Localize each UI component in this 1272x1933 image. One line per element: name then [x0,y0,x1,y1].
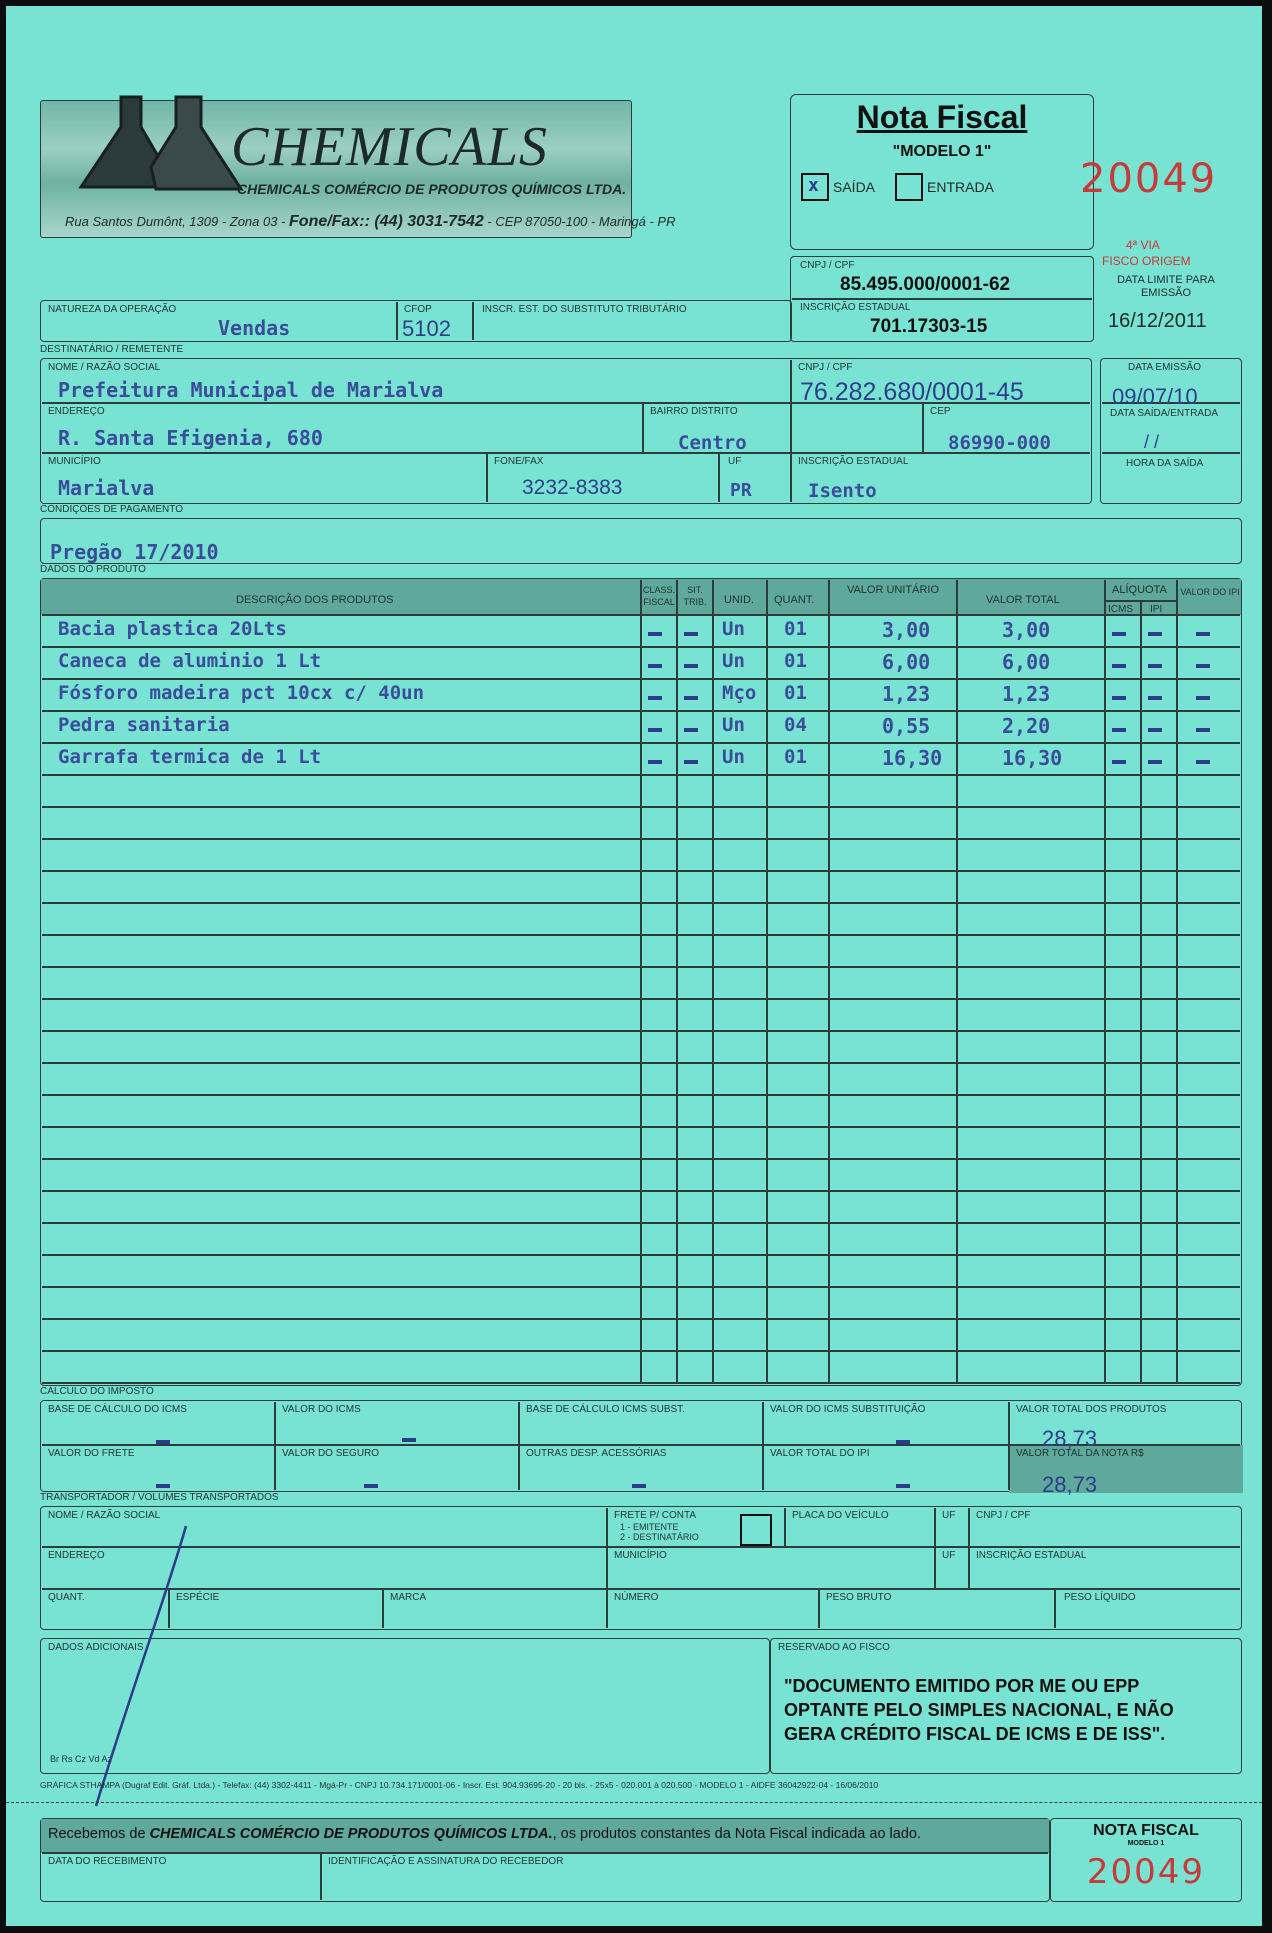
header-unid: UNID. [724,594,754,606]
nf-via: 4ª VIA [1126,238,1160,252]
stub-divider [6,1802,1262,1803]
empty-cell-dash [1196,632,1210,636]
empty-cell-dash [684,760,698,764]
products-section-label: DADOS DO PRODUTO [40,564,146,575]
fisco-text-1: "DOCUMENTO EMITIDO POR ME OU EPP [784,1676,1140,1696]
product-vtotal: 16,30 [1002,746,1063,770]
address-street: Rua Santos Dumônt, 1309 - Zona 03 - [65,214,290,229]
tax-dash [896,1484,910,1488]
header-icms: ICMS [1108,604,1133,615]
tax-valor-st-label: VALOR DO ICMS SUBSTITUIÇÃO [770,1404,926,1415]
tax-total-prod-label: VALOR TOTAL DOS PRODUTOS [1016,1404,1167,1415]
transport-nome-label: NOME / RAZÃO SOCIAL [48,1510,161,1521]
dest-saida-ent: / / [1144,432,1160,452]
tax-base-st-label: BASE DE CÁLCULO ICMS SUBST. [526,1404,685,1415]
product-vunit: 3,00 [882,618,931,642]
dest-nome-label: NOME / RAZÃO SOCIAL [48,362,161,373]
receipt-text-a: Recebemos de [48,1826,150,1842]
dest-hora-label: HORA DA SAÍDA [1126,458,1204,469]
product-quant: 01 [784,746,807,768]
empty-cell-dash [1196,728,1210,732]
fisco-text-3: GERA CRÉDITO FISCAL DE ICMS E DE ISS". [784,1724,1166,1744]
tax-dash [402,1438,416,1442]
natureza-label: NATUREZA DA OPERAÇÃO [48,304,177,315]
receipt-ident-label: IDENTIFICAÇÃO E ASSINATURA DO RECEBEDOR [328,1856,564,1867]
table-row-line [42,966,1240,968]
transport-endereco-label: ENDEREÇO [48,1550,105,1561]
nf-ie: 701.17303-15 [870,316,988,337]
dest-uf-label: UF [728,456,742,467]
address-phone: Fone/Fax:: (44) 3031-7542 [289,213,484,230]
table-row-line [42,1254,1240,1256]
payment-label: CONDIÇÕES DE PAGAMENTO [40,504,183,515]
receipt-nf-model: MODELO 1 [1127,1840,1165,1847]
tax-total-nota-label: VALOR TOTAL DA NOTA R$ [1016,1448,1144,1459]
header-class: CLASS. FISCAL [642,585,675,607]
transport-frete-2: 2 - DESTINATÁRIO [620,1532,699,1542]
empty-cell-dash [1148,632,1162,636]
dest-emissao-label: DATA EMISSÃO [1128,362,1201,373]
dest-bairro: Centro [678,432,747,454]
table-row-line [42,902,1240,904]
dates-box [1100,358,1242,504]
transport-especie-label: ESPÉCIE [176,1592,220,1603]
company-subtitle: CHEMICALS COMÉRCIO DE PRODUTOS QUÍMICOS LTDA. [237,181,627,197]
table-row-line [42,742,1240,744]
receipt-text-c: , os produtos constantes da Nota Fiscal indicada ao lado. [552,1826,921,1842]
empty-cell-dash [1196,664,1210,668]
tax-dash [156,1484,170,1488]
empty-cell-dash [1148,664,1162,668]
empty-cell-dash [1196,760,1210,764]
header-vipi: VALOR DO IPI [1180,587,1240,597]
natureza-value: Vendas [218,316,291,340]
receipt-text [48,1826,921,1842]
product-vtotal: 3,00 [1002,618,1051,642]
table-row-line [42,1222,1240,1224]
header-aliquota: ALÍQUOTA [1112,584,1167,596]
table-row-line [42,1126,1240,1128]
empty-cell-dash [684,728,698,732]
table-row-line [42,1350,1240,1352]
transport-municipio-label: MUNICÍPIO [614,1550,667,1561]
tax-seguro-label: VALOR DO SEGURO [282,1448,380,1459]
empty-cell-dash [648,728,662,732]
table-row-line [42,1382,1240,1384]
nf-fisco: FISCO ORIGEM [1102,254,1191,268]
tax-dash [632,1484,646,1488]
address-cep: - CEP 87050-100 - Maringá - PR [483,214,676,229]
tax-total-nota: 28,73 [1042,1472,1098,1497]
empty-cell-dash [648,760,662,764]
empty-cell-dash [1148,696,1162,700]
additional-colors: Br Rs Cz Vd Az [50,1754,113,1764]
tax-section-label: CÁLCULO DO IMPOSTO [40,1386,154,1397]
insc-st-label: INSCR. EST. DO SUBSTITUTO TRIBUTÁRIO [482,304,687,315]
product-desc: Garrafa termica de 1 Lt [58,746,322,768]
dest-ie-label: INSCRIÇÃO ESTADUAL [798,456,909,467]
receipt-company: CHEMICALS COMÉRCIO DE PRODUTOS QUÍMICOS LTDA. [149,1826,553,1842]
nf-cnpj-label: CNPJ / CPF [800,260,855,271]
table-row-line [42,806,1240,808]
table-row-line [42,1318,1240,1320]
tax-dash [364,1484,378,1488]
product-vunit: 6,00 [882,650,931,674]
header-ipi: IPI [1150,604,1163,615]
empty-cell-dash [1112,728,1126,732]
tax-total-prod: 28,73 [1042,1426,1098,1451]
empty-cell-dash [648,664,662,668]
limit-date: 16/12/2011 [1108,310,1207,332]
empty-cell-dash [684,664,698,668]
table-row-line [42,678,1240,680]
nf-ie-label: INSCRIÇÃO ESTADUAL [800,302,911,313]
saida-label: SAÍDA [833,179,876,195]
entrada-checkbox[interactable] [895,173,923,201]
tax-ipi-label: VALOR TOTAL DO IPI [770,1448,870,1459]
product-desc: Fósforo madeira pct 10cx c/ 40un [58,682,425,704]
header-quant: QUANT. [774,594,815,606]
invoice-page [6,6,1262,1926]
cfop-value: 5102 [402,316,451,341]
nf-title-box [790,94,1094,250]
company-address [65,213,675,231]
table-row-line [42,1030,1240,1032]
empty-cell-dash [1112,632,1126,636]
dest-endereco: R. Santa Efigenia, 680 [58,426,323,450]
empty-cell-dash [1112,664,1126,668]
transport-peso-liquido-label: PESO LÍQUIDO [1064,1592,1136,1603]
dest-uf: PR [730,480,752,501]
transport-cnpj-label: CNPJ / CPF [976,1510,1031,1521]
dest-ie: Isento [808,480,877,502]
tax-outras-label: OUTRAS DESP. ACESSÓRIAS [526,1448,667,1459]
table-row-line [42,838,1240,840]
transport-frete-label: FRETE P/ CONTA [614,1510,697,1521]
saida-checkbox[interactable] [801,173,829,201]
product-quant: 01 [784,618,807,640]
additional-label: DADOS ADICIONAIS [48,1642,144,1653]
table-row-line [42,646,1240,648]
transport-ie-label: INSCRIÇÃO ESTADUAL [976,1550,1087,1561]
table-row-line [42,870,1240,872]
transport-quant-label: QUANT. [48,1592,85,1603]
printer-footer: GRÁFICA STHAMPA (Dugraf Edit. Gráf. Ltda.) - Telefax: (44) 3302-4411 - Mgá-Pr - CNPJ 10.734.171/0001-06 - Inscr. Est. 904.93695-20 - 20 bls. - 25x5 - 020.001 à 020.500 - MODELO 1 - AIDFE 36042922-04 - 16/06/2010 [40,1780,879,1790]
product-vunit: 1,23 [882,682,931,706]
product-quant: 01 [784,650,807,672]
dest-bairro-label: BAIRRO DISTRITO [650,406,738,417]
dest-cep: 86990-000 [948,432,1051,454]
dest-municipio: Marialva [58,476,155,500]
header-desc: DESCRIÇÃO DOS PRODUTOS [236,594,394,606]
empty-cell-dash [1196,696,1210,700]
table-row-line [42,1094,1240,1096]
product-unid: Un [722,746,745,768]
dest-endereco-label: ENDEREÇO [48,406,105,417]
receipt-nf-number: 20049 [1086,1852,1206,1892]
table-row-line [42,1062,1240,1064]
company-logo-text: CHEMICALS [231,116,548,178]
nf-number: 20049 [1080,156,1218,202]
signature-stroke [76,1516,196,1816]
table-row-line [42,1286,1240,1288]
empty-cell-dash [648,696,662,700]
dest-fone: 3232-8383 [522,476,623,499]
dest-emissao: 09/07/10 [1112,384,1198,409]
payment-box [40,518,1242,564]
entrada-label: ENTRADA [927,179,994,195]
table-row-line [42,710,1240,712]
product-unid: Un [722,650,745,672]
empty-cell-dash [1148,760,1162,764]
dest-cnpj-label: CNPJ / CPF [798,362,853,373]
empty-cell-dash [1112,696,1126,700]
dest-cep-label: CEP [930,406,951,417]
product-vunit: 16,30 [882,746,943,770]
transport-peso-bruto-label: PESO BRUTO [826,1592,892,1603]
flask-logo [61,97,251,197]
tax-base-icms-label: BASE DE CÁLCULO DO ICMS [48,1404,187,1415]
empty-cell-dash [648,632,662,636]
dest-section-label: DESTINATÁRIO / REMETENTE [40,344,184,355]
transport-uf2-label: UF [942,1550,956,1561]
transport-section-label: TRANSPORTADOR / VOLUMES TRANSPORTADOS [40,1492,279,1503]
product-vtotal: 6,00 [1002,650,1051,674]
transport-placa-label: PLACA DO VEÍCULO [792,1510,889,1521]
empty-cell-dash [684,632,698,636]
payment-value: Pregão 17/2010 [50,540,219,564]
limit-label: DATA LIMITE PARA EMISSÃO [1117,274,1215,299]
table-row-line [42,1158,1240,1160]
company-banner [40,100,676,238]
fisco-text-2: OPTANTE PELO SIMPLES NACIONAL, E NÃO [784,1700,1174,1720]
transport-frete-1: 1 - EMITENTE [620,1522,679,1532]
header-vtotal: VALOR TOTAL [986,594,1060,606]
receipt-nf-label: NOTA FISCAL [1093,1822,1199,1839]
product-unid: Un [722,714,745,736]
product-unid: Un [722,618,745,640]
product-unid: Mço [722,682,757,704]
tax-dash [156,1440,170,1444]
table-row-line [42,1190,1240,1192]
table-row-line [42,934,1240,936]
empty-cell-dash [684,696,698,700]
fisco-label: RESERVADO AO FISCO [778,1642,890,1653]
header-vunit: VALOR UNITÁRIO [846,584,940,596]
product-desc: Caneca de aluminio 1 Lt [58,650,322,672]
product-quant: 01 [784,682,807,704]
table-row-line [42,998,1240,1000]
header-sit: SIT. TRIB. [683,585,707,607]
tax-dash [896,1440,910,1444]
frete-checkbox[interactable] [740,1514,772,1546]
receipt-date-label: DATA DO RECEBIMENTO [48,1856,167,1867]
dest-saida-ent-label: DATA SAÍDA/ENTRADA [1110,408,1218,419]
transport-numero-label: NÚMERO [614,1592,659,1603]
saida-check-mark: x [808,175,819,196]
cfop-label: CFOP [404,304,432,315]
empty-cell-dash [1112,760,1126,764]
product-quant: 04 [784,714,807,736]
product-vunit: 0,55 [882,714,931,738]
product-vtotal: 1,23 [1002,682,1051,706]
transport-uf-label: UF [942,1510,956,1521]
dest-municipio-label: MUNICÍPIO [48,456,101,467]
tax-valor-icms-label: VALOR DO ICMS [282,1404,361,1415]
tax-frete-label: VALOR DO FRETE [48,1448,135,1459]
empty-cell-dash [1148,728,1162,732]
dest-cnpj: 76.282.680/0001-45 [800,378,1024,406]
nf-title: Nota Fiscal [856,99,1028,135]
table-row-line [42,774,1240,776]
nf-cnpj: 85.495.000/0001-62 [840,274,1011,295]
dest-nome: Prefeitura Municipal de Marialva [58,378,444,402]
dest-fone-label: FONE/FAX [494,456,544,467]
product-desc: Pedra sanitaria [58,714,230,736]
transport-marca-label: MARCA [390,1592,427,1603]
nf-modelo: "MODELO 1" [892,143,992,160]
product-desc: Bacia plastica 20Lts [58,618,287,640]
product-vtotal: 2,20 [1002,714,1051,738]
